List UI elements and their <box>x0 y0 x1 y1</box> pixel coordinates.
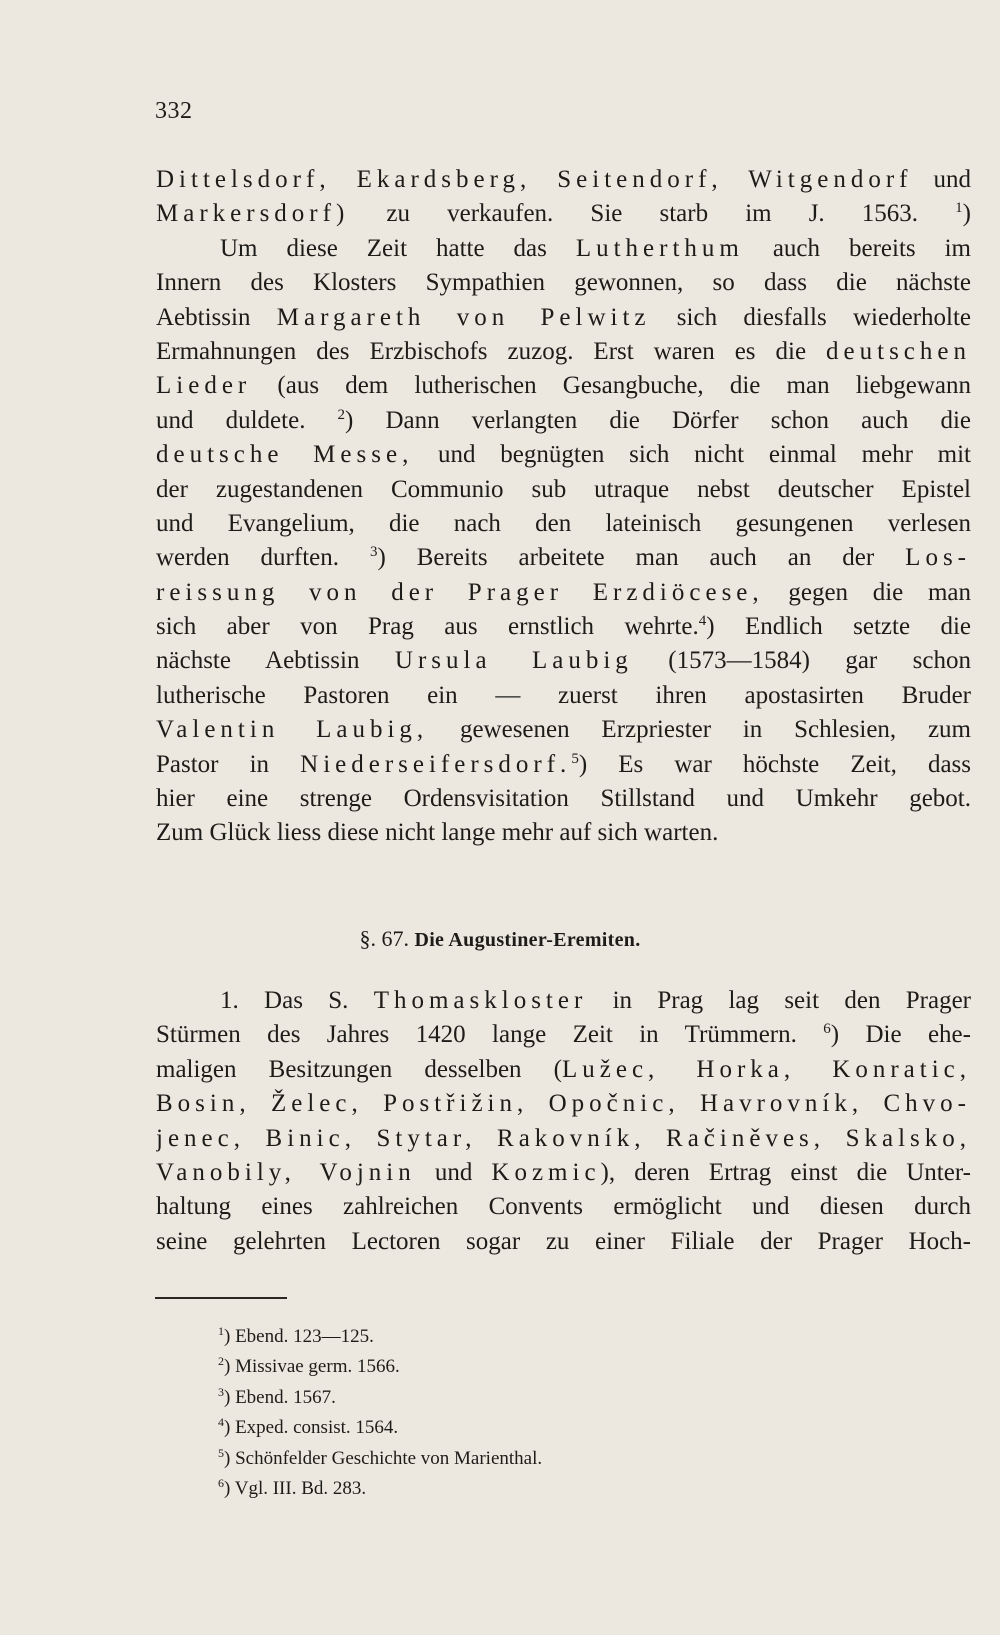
footnote-mark: 1 <box>218 1324 224 1338</box>
text-run: gegen die man <box>763 578 971 606</box>
footnote-paren: ) <box>224 1417 236 1439</box>
text-run: Pastor in <box>156 750 301 778</box>
section-title: Die Augustiner-Eremiten. <box>414 929 641 951</box>
text-run: sich aber von Prag aus ernstlich wehrte. <box>156 613 699 641</box>
text-run: ) Bereits arbeitete man auch an der <box>377 544 906 572</box>
text-run: und <box>415 1158 492 1186</box>
text-run: Um diese Zeit hatte das <box>220 234 576 262</box>
footnote <box>218 1322 542 1352</box>
text-run: auch bereits im <box>743 234 971 262</box>
text-line <box>156 438 971 472</box>
footnote-text: Ebend. 1567. <box>235 1386 336 1408</box>
spaced-text: Lutherthum <box>575 234 744 262</box>
text-run: ) <box>962 200 971 228</box>
spaced-text: Los- <box>905 544 971 572</box>
text-line <box>156 163 971 197</box>
footnote <box>218 1413 542 1443</box>
footnote-paren: ) <box>224 1447 236 1469</box>
spaced-text: Lužec, Horka, Konratic, <box>562 1055 971 1083</box>
text-run: ) Es war höchste Zeit, dass <box>578 750 971 778</box>
section-number: §. 67. <box>359 926 409 951</box>
text-line <box>156 541 971 575</box>
footnote-paren: ) <box>224 1477 235 1499</box>
text-run: Aebtissin <box>156 303 277 331</box>
text-line <box>156 301 971 335</box>
footnote-ref: 1 <box>955 200 963 217</box>
footnote-mark: 6 <box>218 1475 224 1490</box>
text-run: in Prag lag seit den Prager <box>587 987 971 1014</box>
footnote-text: Missivae germ. 1566. <box>235 1356 400 1378</box>
text-line <box>156 576 971 610</box>
text-run: gewesenen Erzpriester in Schlesien, zum <box>428 716 971 744</box>
text-line <box>156 1190 971 1224</box>
footnote-paren: ) <box>224 1386 236 1408</box>
text-line <box>156 748 971 782</box>
text-run: ) Endlich setzte die <box>706 613 971 641</box>
section-heading <box>0 922 1000 957</box>
text-run: der zugestandenen Communio sub utraque nebst deutscher Epistel <box>156 475 971 503</box>
text-run: 1. Das S. <box>220 987 374 1014</box>
text-line <box>156 1122 971 1156</box>
text-line <box>156 644 971 678</box>
text-line <box>156 1225 971 1259</box>
footnote-ref: 4 <box>698 613 707 630</box>
paragraph-1 <box>156 163 971 851</box>
text-run: und <box>912 166 971 193</box>
footnote-mark: 3 <box>218 1384 224 1399</box>
text-line <box>156 984 971 1018</box>
page-number: 332 <box>155 98 193 124</box>
text-run: sich diesfalls wiederholte <box>650 303 971 331</box>
spaced-text: Vanobily, Vojnin <box>156 1158 416 1186</box>
footnote-ref: 2 <box>337 406 346 423</box>
text-run: ), deren Ertrag einst die Unter- <box>600 1158 971 1186</box>
text-run: werden durften. <box>156 544 370 572</box>
text-run: (aus dem lutherischen Gesangbuche, die man liebgewann <box>251 372 971 400</box>
footnote-rule <box>155 1297 287 1299</box>
footnote <box>218 1352 542 1382</box>
text-line <box>156 679 971 713</box>
text-line <box>156 1087 971 1121</box>
spaced-text: Kozmic <box>491 1158 601 1186</box>
text-line <box>156 1053 971 1087</box>
text-line <box>156 473 971 507</box>
text-line <box>156 232 971 266</box>
spaced-text: Niederseifersdorf. <box>300 750 572 778</box>
text-run: seine gelehrten Lectoren sogar zu einer Filiale der Prager Hoch- <box>156 1227 971 1255</box>
text-line <box>156 266 971 300</box>
text-line <box>156 335 971 369</box>
text-run: Stürmen des Jahres 1420 lange Zeit in Trümmern. <box>156 1021 824 1049</box>
spaced-text: Bosin, Želec, Postřižin, Opočnic, Havrovník, Chvo- <box>156 1090 971 1118</box>
text-run: nächste Aebtissin <box>156 647 395 675</box>
footnotes <box>218 1322 542 1504</box>
spaced-text: Valentin Laubig, <box>156 716 429 744</box>
footnote <box>218 1474 542 1504</box>
spaced-text: Ursula Laubig <box>394 647 633 675</box>
spaced-text: Thomaskloster <box>373 987 588 1014</box>
footnote-text: Ebend. 123—125. <box>235 1326 374 1347</box>
footnote-mark: 2 <box>218 1354 224 1369</box>
text-run: Ermahnungen des Erzbischofs zuzog. Erst waren es die <box>156 337 827 365</box>
text-run: Innern des Klosters Sympathien gewonnen, so dass die nächste <box>156 269 971 297</box>
paragraph-2 <box>156 984 971 1259</box>
text-line <box>156 782 971 816</box>
footnote-ref: 6 <box>823 1021 831 1038</box>
text-run: lutherische Pastoren ein — zuerst ihren apostasirten Bruder <box>156 681 971 709</box>
footnote-ref: 3 <box>369 544 378 561</box>
spaced-text: deutschen <box>826 337 971 365</box>
spaced-text: Margareth von Pelwitz <box>276 303 651 331</box>
text-run: und duldete. <box>156 406 338 434</box>
text-run: Zum Glück liess diese nicht lange mehr auf sich warten. <box>156 819 719 847</box>
text-line <box>156 816 971 850</box>
footnote-text: Exped. consist. 1564. <box>235 1417 399 1439</box>
footnote <box>218 1383 542 1413</box>
text-run: und Evangelium, die nach den lateinisch gesungenen verlesen <box>156 509 971 537</box>
text-line <box>156 1018 971 1052</box>
text-run: maligen Besitzungen desselben ( <box>156 1055 562 1083</box>
text-run: und begnügten sich nicht einmal mehr mit <box>413 441 971 469</box>
text-line <box>156 610 971 644</box>
text-line <box>156 404 971 438</box>
footnote-mark: 4 <box>218 1415 224 1430</box>
footnote-paren: ) <box>224 1356 236 1378</box>
text-run: zu verkaufen. Sie starb im J. 1563. <box>349 200 956 228</box>
footnote-text: Vgl. III. Bd. 283. <box>234 1477 367 1499</box>
text-line <box>156 507 971 541</box>
footnote-paren: ) <box>224 1326 236 1347</box>
text-run: ) Die ehe- <box>830 1021 971 1049</box>
footnote <box>218 1444 542 1474</box>
text-line <box>156 369 971 403</box>
text-run: ) Dann verlangten die Dörfer schon auch die <box>345 406 971 434</box>
spaced-text: Dittelsdorf, Ekardsberg, Seitendorf, Witgendorf <box>156 166 913 193</box>
spaced-text: jenec, Binic, Stytar, Rakovník, Račiněves, Skalsko, <box>156 1124 971 1152</box>
spaced-text: reissung von der Prager Erzdiöcese, <box>156 578 764 606</box>
text-run: hier eine strenge Ordensvisitation Stillstand und Umkehr gebot. <box>156 785 971 813</box>
footnote-ref: 5 <box>571 750 579 767</box>
spaced-text: Lieder <box>156 372 252 400</box>
text-line <box>156 1156 971 1190</box>
spaced-text: Markersdorf) <box>156 200 350 228</box>
spaced-text: deutsche Messe, <box>156 441 414 469</box>
text-line <box>156 713 971 747</box>
footnote-mark: 5 <box>218 1445 224 1460</box>
text-line <box>156 197 971 231</box>
text-run: (1573—1584) gar schon <box>632 647 971 675</box>
footnote-text: Schönfelder Geschichte von Marienthal. <box>235 1447 543 1469</box>
text-run: haltung eines zahlreichen Convents ermöglicht und diesen durch <box>156 1193 971 1221</box>
